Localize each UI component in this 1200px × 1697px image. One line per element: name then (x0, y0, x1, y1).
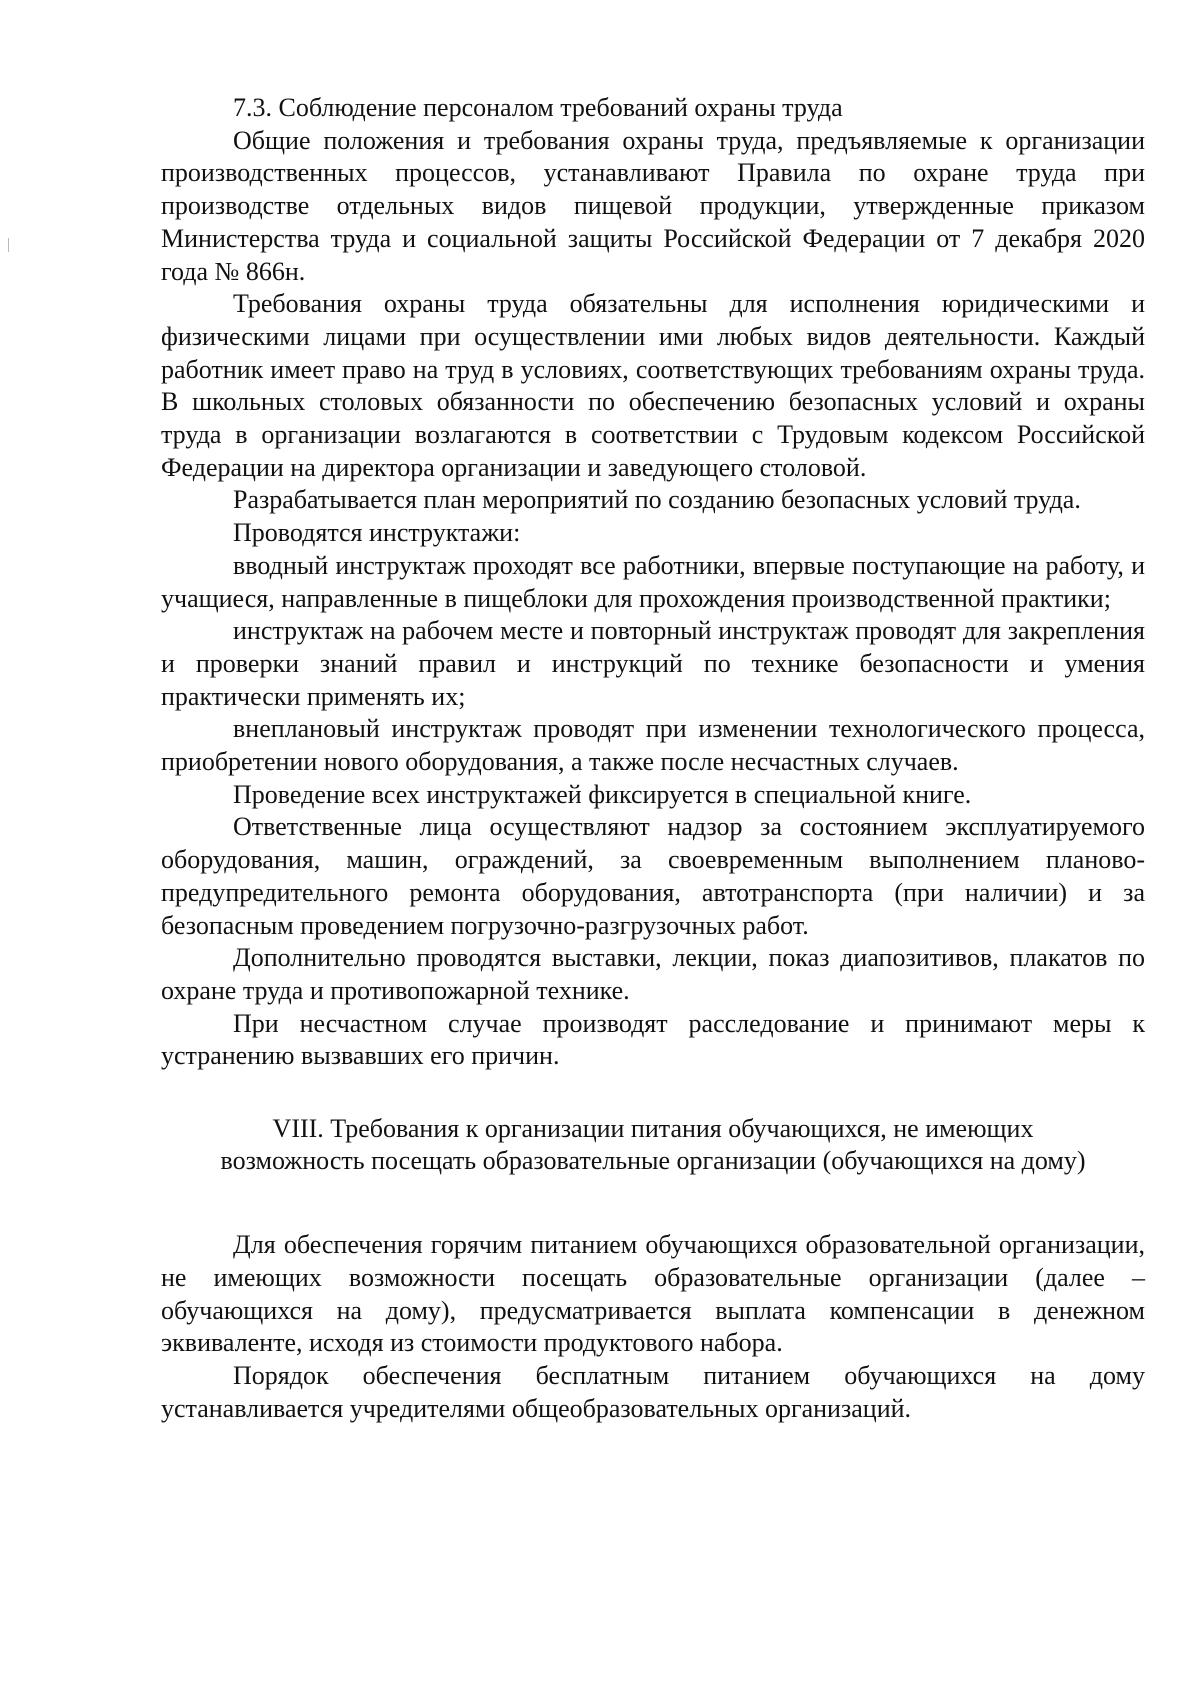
paragraph-labor-requirements: Требования охраны труда обязательны для исполнения юридическими и физическими лицами при осуществлении ими любых видов деятельности. Каждый работник имеет право на труд в условиях, соответствующих требованиям охраны труда. В школьных столовых обязанности по обеспечению безопасных условий и охраны труда в организации возлагаются в соответствии с Трудовым кодексом Российской Федерации на директора организации и заведующего столовой. (161, 289, 1145, 482)
paragraph-workplace-briefing: инструктаж на рабочем месте и повторный инструктаж проводят для закрепления и проверки знаний правил и инструкций по технике безопасности и умения практически применять их; (161, 616, 1145, 711)
paragraph-briefings-intro: Проводятся инструктажи: (233, 518, 521, 548)
paragraph-exhibitions: Дополнительно проводятся выставки, лекции, показ диапозитивов, плакатов по охране труда и противопожарной технике. (161, 943, 1145, 1005)
document-body (161, 92, 1145, 1425)
section-title-line-1: VIII. Требования к организации питания обучающихся, не имеющих (272, 1114, 1034, 1144)
subsection-heading: 7.3. Соблюдение персоналом требований охраны труда (233, 93, 843, 122)
section-title (161, 1113, 1145, 1177)
paragraph-home-students-compensation: Для обеспечения горячим питанием обучающихся образовательной организации, не имеющих возможности посещать образовательные организации (далее – обучающихся на дому), предусматривается выплата компенсации в денежном эквиваленте, исходя из стоимости продуктового набора. (161, 1230, 1145, 1358)
paragraph-general-provisions: Общие положения и требования охраны труда, предъявляемые к организации производственных процессов, устанавливают Правила по охране труда при производстве отдельных видов пищевой продукции, утвержденные приказом Министерства труда и социальной защиты Российской Федерации от 7 декабря 2020 года № 866н. (161, 125, 1145, 286)
section-title-line-2: возможность посещать образовательные организации (обучающихся на дому) (220, 1146, 1086, 1176)
paragraph-free-meals-procedure: Порядок обеспечения бесплатным питанием обучающихся на дому устанавливается учредителями общеобразовательных организаций. (161, 1360, 1145, 1423)
spacer (161, 1177, 1145, 1229)
paragraph-accident-investigation: При несчастном случае производят расследование и принимают меры к устранению вызвавших его причин. (161, 1008, 1145, 1071)
paragraph-unscheduled-briefing: внеплановый инструктаж проводят при изменении технологического процесса, приобретении нового оборудования, а также после несчастных случаев. (161, 714, 1145, 777)
paragraph-safety-plan: Разрабатывается план мероприятий по созданию безопасных условий труда. (233, 485, 1081, 515)
paragraph-introductory-briefing: вводный инструктаж проходят все работники, впервые поступающие на работу, и учащиеся, направленные в пищеблоки для прохождения производственной практики; (161, 550, 1145, 613)
paragraph-briefing-log: Проведение всех инструктажей фиксируется в специальной книге. (233, 779, 972, 809)
scan-margin-mark (8, 238, 9, 252)
paragraph-responsible-persons: Ответственные лица осуществляют надзор за состоянием эксплуатируемого оборудования, машин, ограждений, за своевременным выполнением планово-предупредительного ремонта оборудования, автотранспорта (при наличии) и за безопасным проведением погрузочно-разгрузочных работ. (161, 812, 1145, 940)
